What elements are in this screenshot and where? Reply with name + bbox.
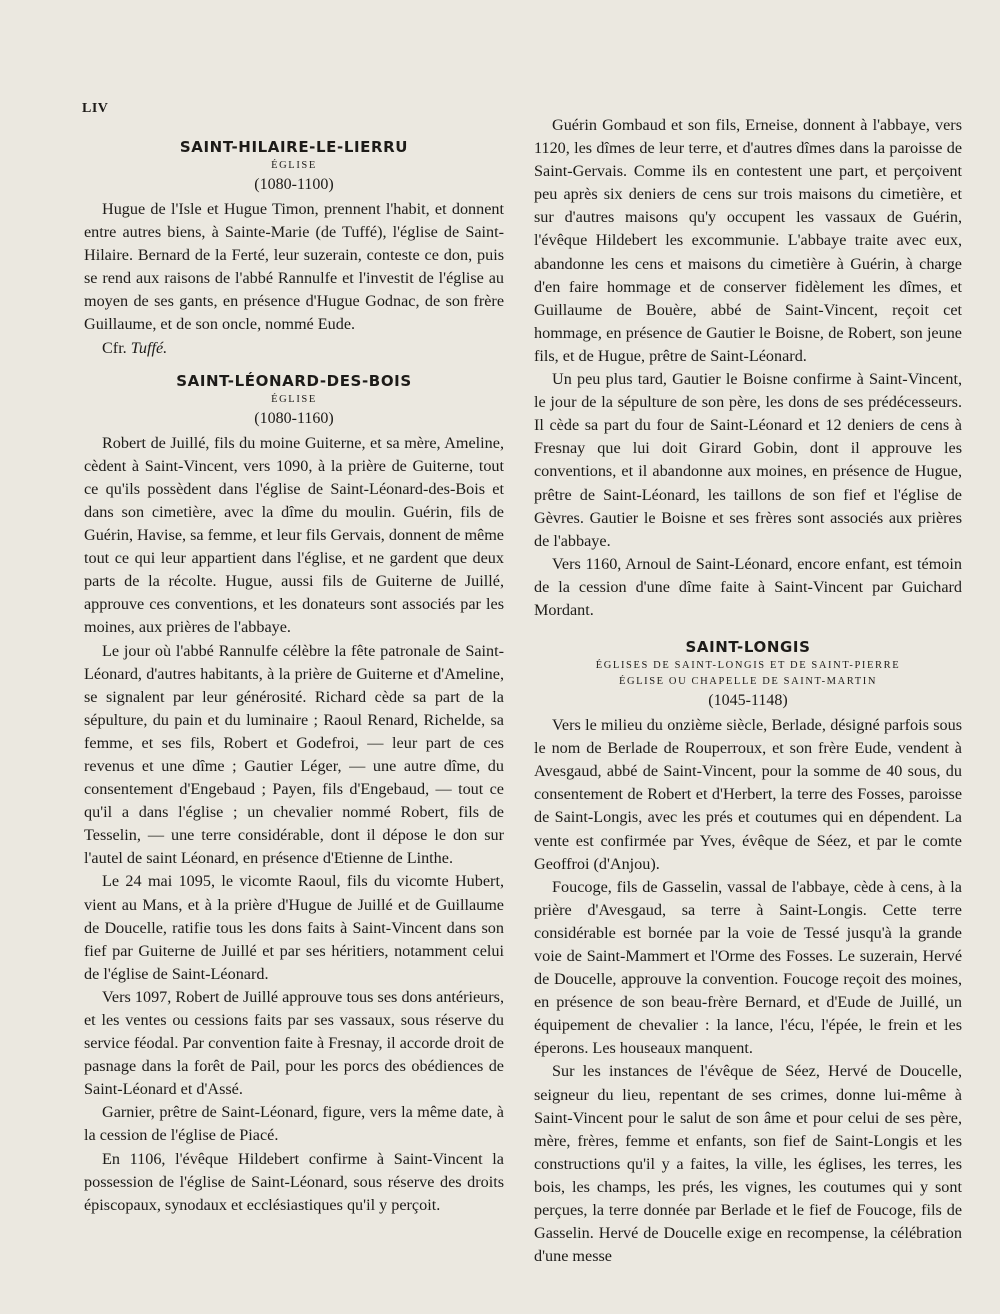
paragraph: Vers le milieu du onzième siècle, Berlade, désigné parfois sous le nom de Berlade de Rouperroux, et son frère Eude, vendent à Avesgaud, abbé de Saint-Vincent, pour la somme de 40 sous, du consentement de Robert et d'Herbert, la terre des Fosses, paroisse de Saint-Longis, avec les prés et coutumes qui en dépendent. La vente est confirmée par Yves, évêque de Séez, et par le comte Geoffroi (d'Anjou).	[534, 716, 962, 873]
section-subtitle-saint-longis-2: ÉGLISE OU CHAPELLE DE SAINT-MARTIN	[618, 676, 878, 688]
cross-reference-prefix: Cfr.	[102, 338, 131, 357]
paragraph: Sur les instances de l'évêque de Séez, Hervé de Doucelle, seigneur du lieu, repentant de ses crimes, donne lui-même à Saint-Vincent pour le salut de son âme et pour celui de ses père, mère, frères, femme et enfants, son fief de Saint-Longis et les constructions qu'il y a faites, la ville, les églises, les terres, les bois, les champs, les prés, les vignes, les coutumes qui y sont perçues, la terre donnée par Berlade et le fief de Foucoge, fils de Gasselin. Hervé de Doucelle exige en recompense, la célébration d'une messe	[534, 1062, 962, 1266]
section-subtitle-saint-hilaire: ÉGLISE	[271, 160, 317, 171]
section-subtitle-saint-longis-1: ÉGLISES DE SAINT-LONGIS ET DE SAINT-PIERRE	[595, 660, 901, 672]
paragraph: Le 24 mai 1095, le vicomte Raoul, fils du vicomte Hubert, vient au Mans, et à la prière d'Hugue de Juillé et de Guillaume de Doucelle, ratifie tous les dons faits à Saint-Vincent dans son fief par Guiterne de Juillé et par ses héritiers, notamment celui de l'église de Saint-Léonard.	[84, 872, 504, 983]
right-column	[534, 114, 962, 1268]
paragraph: Le jour où l'abbé Rannulfe célèbre la fête patronale de Saint-Léonard, d'autres habitants, à la prière de Guiterne et d'Ameline, se signalent par leur générosité. Richard cède sa part de la sépulture, du pain et du luminaire ; Raoul Renard, Richelde, sa femme, et ses fils, Robert et Godefroi, — leur part de ces revenus et une dîme ; Gautier Léger, — une autre dîme, du consentement d'Engebaud ; Payen, fils d'Engebaud, — tout ce qu'il a dans l'église ; un chevalier nommé Robert, fils de Tesselin, — une terre considérable, dont il dépose le don sur l'autel de saint Léonard, en présence d'Etienne de Linthe.	[84, 641, 504, 868]
section-date-saint-leonard: (1080-1160)	[254, 409, 334, 427]
cross-reference-target: Tuffé.	[130, 338, 168, 357]
page-folio: LIV	[82, 101, 109, 116]
paragraph: En 1106, l'évêque Hildebert confirme à Saint-Vincent la possession de l'église de Saint-Léonard, sous réserve des droits épiscopaux, synodaux et ecclésiastiques qu'il y perçoit.	[84, 1149, 504, 1214]
section-title-saint-leonard: SAINT-LÉONARD-DES-BOIS	[176, 371, 412, 390]
paragraph: Hugue de l'Isle et Hugue Timon, prennent l'habit, et donnent entre autres biens, à Sainte-Marie (de Tuffé), l'église de Saint-Hilaire. Bernard de la Ferté, leur suzerain, conteste ce don, puis se rend aux raisons de l'abbé Rannulfe et l'investit de l'église au moyen de ses gants, en présence d'Hugue Godnac, de son frère Guillaume, et de son oncle, nommé Eude.	[84, 200, 504, 334]
paragraph: Garnier, prêtre de Saint-Léonard, figure, vers la même date, à la cession de l'église de Piacé.	[84, 1103, 504, 1145]
paragraph: Guérin Gombaud et son fils, Erneise, donnent à l'abbaye, vers 1120, les dîmes de leur terre, et d'autres dîmes dans la paroisse de Saint-Gervais. Comme ils en contestent une part, et perçoivent peu après six deniers de cens sur trois maisons du cimetière, et sur d'autres maisons qu'y occupent les vassaux de Guérin, l'évêque Hildebert les excommunie. L'abbaye traite avec eux, abandonne les cens et maisons du cimetière à Guérin, à charge d'en faire hommage et de conserver fidèlement les dîmes, et Guillaume de Bouère, abbé de Saint-Vincent, reçoit cet hommage, en présence de Gautier le Boisne, de Robert, son jeune fils, et de Hugue, prêtre de Saint-Léonard.	[534, 116, 962, 365]
section-date-saint-hilaire: (1080-1100)	[254, 176, 334, 193]
section-date-saint-longis: (1045-1148)	[708, 692, 788, 710]
paragraph: Un peu plus tard, Gautier le Boisne confirme à Saint-Vincent, le jour de la sépulture de son père, les dons de ses prédécesseurs. Il cède sa part du four de Saint-Léonard et 12 deniers de cens à Fresnay que lui doit Girard Gobin, dont il approuve les conventions, et il abandonne aux moines, en présence de Hugue, prêtre de Saint-Léonard, les taillons de son fief et l'église de Gèvres. Gautier le Boisne et ses frères sont associés aux prières de l'abbaye.	[534, 370, 962, 550]
left-column	[84, 136, 504, 1217]
cross-reference	[84, 337, 504, 360]
paragraph: Vers 1160, Arnoul de Saint-Léonard, encore enfant, est témoin de la cession d'une dîme faite à Saint-Vincent par Guichard Mordant.	[534, 554, 962, 619]
section-subtitle-saint-leonard: ÉGLISE	[271, 393, 317, 405]
section-title-saint-hilaire: SAINT-HILAIRE-LE-LIERRU	[179, 138, 409, 156]
section-title-saint-longis: SAINT-LONGIS	[685, 638, 811, 657]
paragraph: Robert de Juillé, fils du moine Guiterne, et sa mère, Ameline, cèdent à Saint-Vincent, vers 1090, à la prière de Guiterne, tout ce qu'ils possèdent dans l'église de Saint-Léonard-des-Bois et dans son cimetière, avec la dîme du moulin. Guérin, fils de Guérin, Havise, sa femme, et leur fils Gervais, donnent de même tout ce qui leur appartient dans l'église, et ne gardent que deux parts de la récolte. Hugue, aussi fils de Guiterne de Juillé, approuve ces conventions, et les donateurs sont associés par les moines, aux prières de l'abbaye.	[84, 433, 504, 637]
paragraph: Vers 1097, Robert de Juillé approuve tous ses dons antérieurs, et les ventes ou cessions faits par ses vassaux, sous réserve du service féodal. Par convention faite à Fresnay, il accorde droit de pasnage dans la forêt de Pail, pour les porcs des obédiences de Saint-Léonard et d'Assé.	[84, 987, 504, 1099]
paragraph: Foucoge, fils de Gasselin, vassal de l'abbaye, cède à cens, à la prière d'Avesgaud, sa terre à Saint-Longis. Cette terre considérable est bornée par la voie de Tessé jusqu'à la grande voie de Saint-Mammert et l'Orme des Fosses. Le suzerain, Hervé de Doucelle, approuve la convention. Foucoge reçoit des moines, en présence de son beau-frère Bernard, et d'Eude de Juillé, un équipement de chevalier : la lance, l'écu, l'épée, le frein et les éperons. Les houseaux manquent.	[534, 877, 962, 1058]
